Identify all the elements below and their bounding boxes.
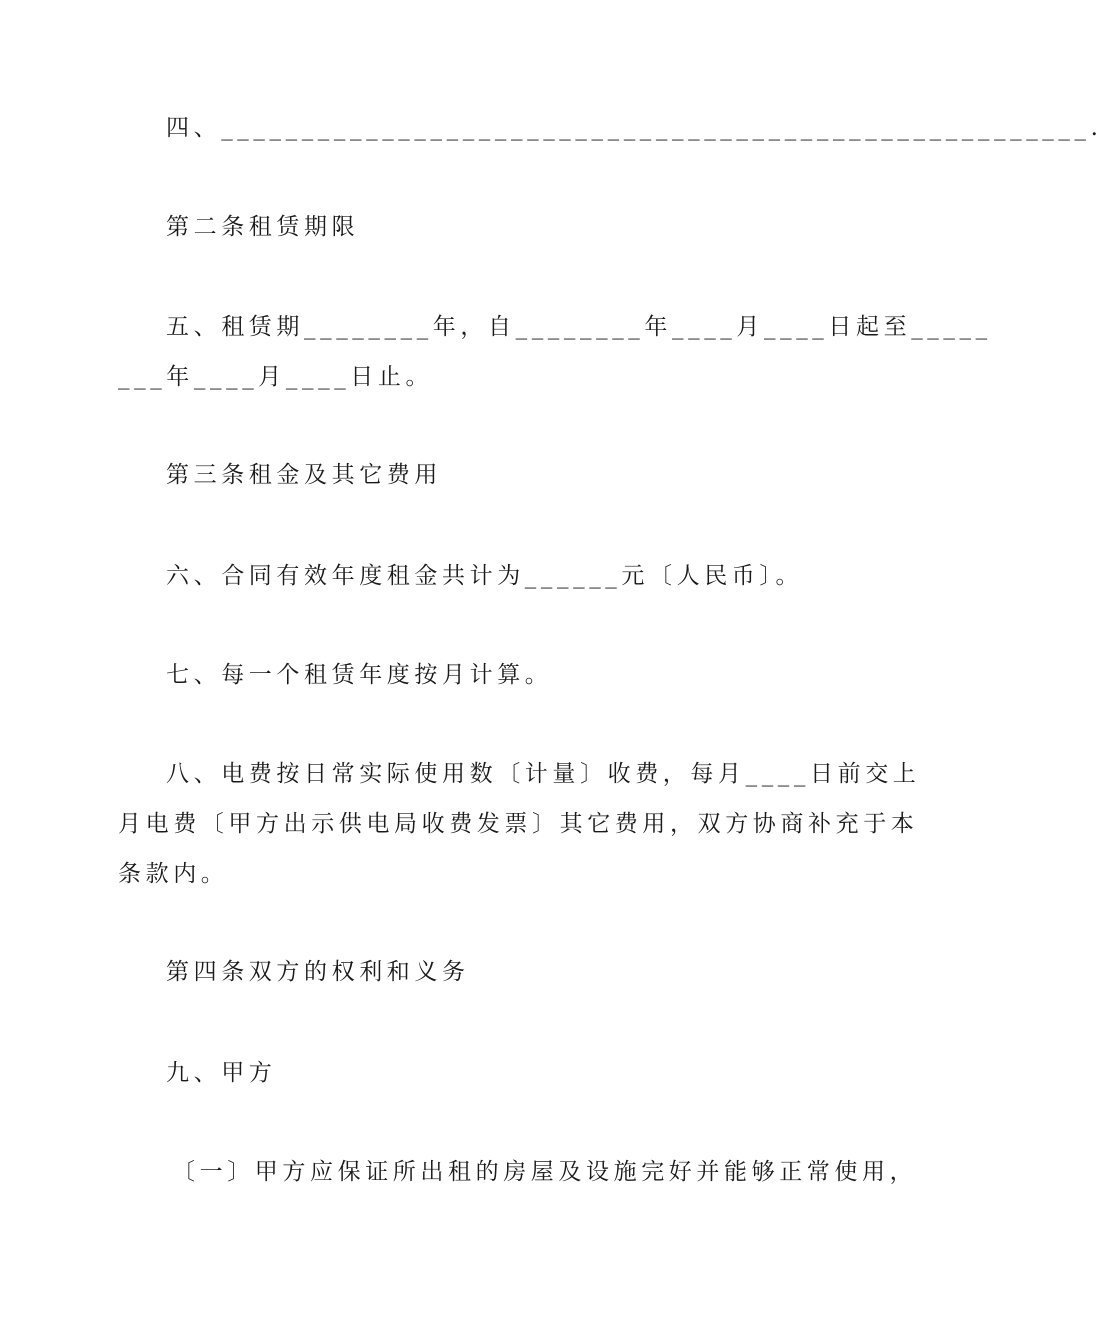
clause-6-line: 六、合同有效年度租金共计为______元〔人民币〕。	[166, 563, 804, 589]
clause-9-item-1: 〔一〕甲方应保证所出租的房屋及设施完好并能够正常使用，	[172, 1159, 918, 1185]
clause-8-line-3: 条款内。	[118, 861, 229, 887]
clause-8-line-2: 月电费〔甲方出示供电局收费发票〕其它费用，双方协商补充于本	[118, 811, 919, 837]
article-3-heading: 第三条租金及其它费用	[166, 462, 442, 488]
clause-8-line-1: 八、电费按日常实际使用数〔计量〕收费，每月____日前交上	[166, 761, 921, 787]
clause-5-line-2: ___年____月____日止。	[118, 364, 434, 390]
clause-9-heading: 九、甲方	[166, 1060, 277, 1086]
clause-4-blank-line: 四、______________________________________________________.	[166, 115, 1103, 141]
article-2-heading: 第二条租赁期限	[166, 214, 360, 240]
clause-5-line-1: 五、租赁期________年，自________年____月____日起至_____	[166, 314, 992, 340]
article-4-heading: 第四条双方的权利和义务	[166, 959, 470, 985]
clause-7-line: 七、每一个租赁年度按月计算。	[166, 662, 553, 688]
